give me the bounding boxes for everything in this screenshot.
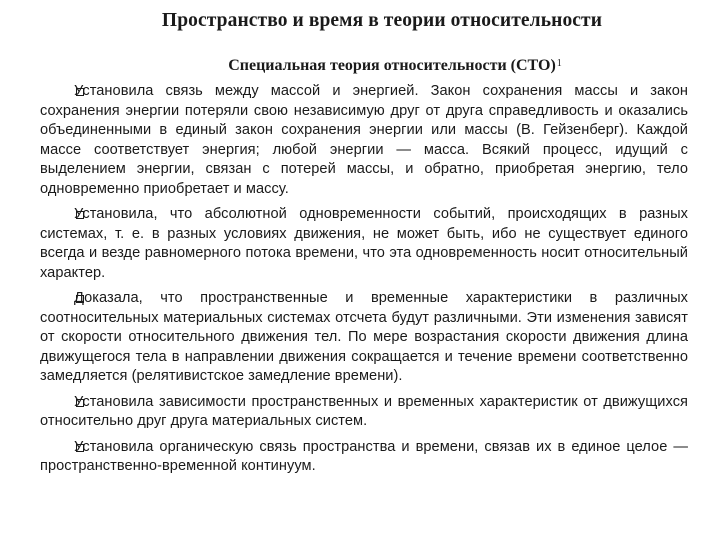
list-item — [40, 438, 688, 477]
list-item-text: Установила зависимости пространственных и временных характеристик от движущихся относительно друг друга материальных систем. — [40, 393, 688, 429]
bullet-list — [40, 82, 688, 477]
list-item-text: Установила, что абсолютной одновременности событий, происходящих в разных системах, т. е. в разных условиях движения, не может быть, ибо не существует единого всегда и везде равномерного потока времени, что эта одновременность носит относительный характер. — [40, 206, 688, 281]
footnote-marker: 1 — [556, 58, 562, 69]
list-item-text: Доказала, что пространственные и временные характеристики в различных соотносительных материальных системах отсчета будут различными. Эти изменения зависят от скорости относительного движения тел. По мере возрастания скорости движения длина движущегося тела в направлении движения сокращается и течение времени соответственно замедляется (релятивистское замедление времени). — [40, 290, 688, 384]
checkbox-square-icon — [76, 88, 84, 96]
list-item — [40, 205, 688, 283]
section-subtitle-text: Специальная теория относительности (СТО) — [228, 57, 556, 74]
checkbox-square-icon — [76, 444, 84, 452]
list-item-text: Установила связь между массой и энергией. Закон сохранения массы и закон сохранения энергии потеряли свою независимую друг от друга справедливость и оказались объединенными в единый закон сохранения энергии или массы (В. Гейзенберг). Каждой массе соответствует энергия; любой энергии — масса. Всякий процесс, идущий с выделением энергии, связан с потерей массы, и обратно, приобретая энергию, тело одновременно приобретает и массу. — [40, 83, 688, 197]
checkbox-square-icon — [76, 399, 84, 407]
page-title: Пространство и время в теории относительности — [161, 10, 603, 31]
checkbox-square-icon — [76, 211, 84, 219]
list-item — [40, 289, 688, 387]
list-item — [40, 393, 688, 432]
list-item — [40, 82, 688, 199]
list-item-text: Установила органическую связь пространства и времени, связав их в единое целое — пространственно-временной континуум. — [40, 438, 688, 474]
section-subtitle — [40, 56, 688, 76]
checkbox-square-icon — [76, 295, 84, 303]
